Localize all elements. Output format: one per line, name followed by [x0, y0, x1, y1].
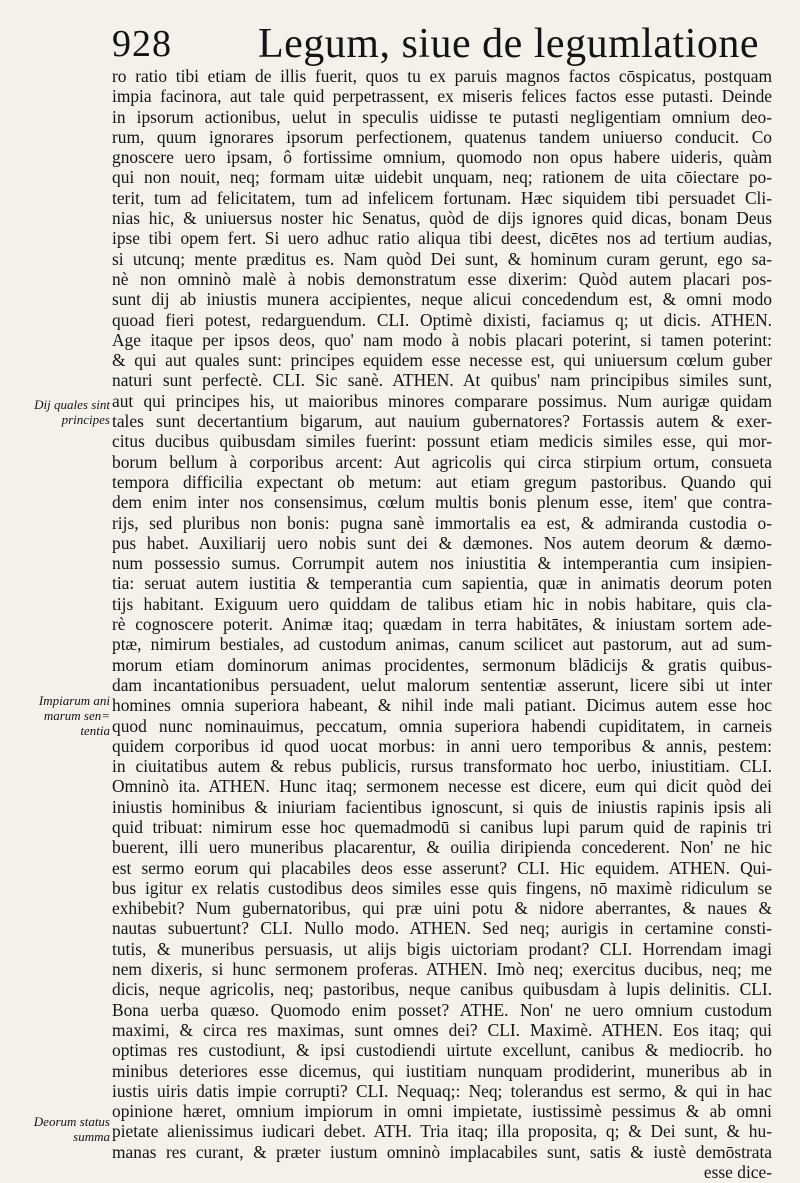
text-line: rijs, sed pluribus non bonis: pugna sanè immortalis ea est, & admiranda custodia o-	[112, 512, 772, 533]
text-line: & qui aut quales sunt: principes equidem esse necesse est, qui uniuersum cœlum guber	[112, 350, 772, 371]
text-line: maximi, & circa res maximas, sunt omnes dei? CLI. Maximè. ATHEN. Eos itaq; qui	[112, 1019, 772, 1040]
text-line: optimas res custodiunt, & ipsi custodiendi uirtute excellunt, canibus & mediocrib. ho	[112, 1040, 772, 1061]
text-line: tales sunt decertantium bigarum, aut nauium gubernatores? Fortassis autem & exer-	[112, 411, 772, 432]
text-line: nè non omninò malè à nobis demonstratum esse dixerim: Quòd autem placari pos-	[112, 268, 772, 289]
text-line: Bona uerba quæso. Quomodo enim posset? ATHE. Non' ne uero omnium custodum	[112, 999, 772, 1020]
text-line: nias hic, & uniuersus noster hic Senatus, quòd de dijs ignores quid dicas, bonam Deus	[112, 208, 772, 229]
text-line: borum bellum à corporibus arcent: Aut agricolis qui circa stirpium ortum, consueta	[112, 451, 772, 472]
text-line: quid tribuat: nimirum esse hoc quemadmodū si canibus lupi parum quid de rapinis tri	[112, 816, 772, 837]
text-line: ipse tibi opem fert. Si uero adhuc ratio aliqua tibi deest, dicētes nos ad tertium audias,	[112, 228, 772, 249]
text-line: sunt dij ab iniustis munera accipientes, neque alicui concedendum est, & omni modo	[112, 289, 772, 310]
text-line: ptæ, nimirum bestiales, ad custodum animas, canum scilicet aut pastorum, aut ad sum-	[112, 634, 772, 655]
text-line: quoad fieri potest, redarguendum. CLI. Optimè dixisti, faciamus q; ut dicis. ATHEN.	[112, 309, 772, 330]
text-line: buerent, illi uero muneribus placarentur, & ouilia diripienda concederent. Non' ne hic	[112, 837, 772, 858]
margin-note-impiarum: Impiarum ani marum sen= tentia	[38, 693, 110, 738]
text-line: opinione hæret, omnium impiorum in omni impietate, iustissimè pessimus & ab omni	[112, 1101, 772, 1122]
text-line: morum etiam dominorum animas procidentes, sermonum blādicijs & gratis quibus-	[112, 654, 772, 675]
text-line: in ciuitatibus autem & rebus publicis, rursus transformato hoc uerbo, iniustitiam. CLI.	[112, 756, 772, 777]
text-line: naturi sunt perfectè. CLI. Sic sanè. ATHEN. At quibus' nam principibus similes sunt,	[112, 370, 772, 391]
text-line: Omninò ita. ATHEN. Hunc itaq; sermonem necesse est dicere, eum qui dicit quòd dei	[112, 776, 772, 797]
text-line: Age itaque per ipsos deos, quo' nam modo à nobis placari poterint, si tamen poterint:	[112, 329, 772, 350]
text-line: citus ducibus quibusdam similes fuerint: possunt etiam medicis similes esse, qui mor-	[112, 431, 772, 452]
text-line: in ipsorum actionibus, uelut in speculis uidisse te putasti negligentiam omnium deo-	[112, 106, 772, 127]
text-line: dem enim inter nos consensimus, cœlum multis bonis plenum esse, item' que contra-	[112, 492, 772, 513]
text-line: ro ratio tibi etiam de illis fuerit, quos tu ex paruis magnos factos cōspicatus, postquam	[112, 66, 772, 86]
text-line: rum, quum ignorares ipsorum perfectionem, quatenus tandem uniuerso conducit. Co	[112, 126, 772, 147]
page-number: 928	[112, 23, 172, 65]
text-line: dicis, neque agricolis, neq; pastoribus, neque canibus quibusdam à lupis delinitis. CLI.	[112, 979, 772, 1000]
bleed-through-text	[20, 812, 110, 838]
margin-note-deorum-status: Deorum status summa	[33, 1114, 110, 1144]
text-line: tutis, & muneribus persuasis, ut alijs bigis uictoriam prodant? CLI. Horrendam imagi	[112, 938, 772, 959]
text-line: gnoscere uero ipsam, ô fortissime omnium, quomodo non opus habere uideris, quàm	[112, 147, 772, 168]
text-line: impia facinora, aut tale quid perpetrassent, ex miseris felices factos esse putasti. Deinde	[112, 86, 772, 107]
text-line: si utcunq; mente præditus es. Nam quòd Dei sunt, & hominum curam gerunt, ego sa-	[112, 248, 772, 269]
text-line: aut qui principes his, ut maioribus minores comparare possimus. Num aurigæ quidam	[112, 390, 772, 411]
text-line: terit, tum ad felicitatem, tum ad infelicem fortunam. Hæc siquidem tibi persuadet Cli-	[112, 187, 772, 208]
main-text-block	[112, 66, 772, 1182]
text-line: tia: seruat autem iustitia & temperantia cum sapientia, quæ in animatis deorum poten	[112, 573, 772, 594]
text-line: exhibebit? Num gubernatoribus, qui præ uini potu & nidore aberrantes, & naues &	[112, 898, 772, 919]
text-line: dam incantationibus persuadent, uelut malorum sententiæ asserunt, licere sibi ut inter	[112, 674, 772, 695]
text-line: num possessio sumus. Corrumpit autem nos iniustitia & intemperantia cum insipien-	[112, 553, 772, 574]
text-line: pietate alienissimus iudicari debet. ATH. Tria itaq; illa proposita, q; & Dei sunt, & hu-	[112, 1121, 772, 1142]
text-line: nem dixeris, si hunc sermonem proferas. ATHEN. Imò neq; exercitus ducibus, neq; me	[112, 959, 772, 980]
page-header	[112, 20, 762, 70]
text-line: quod nunc nominauimus, peccatum, omnia superiora habendi cupiditatem, in carneis	[112, 715, 772, 736]
text-line: nautas subuertunt? CLI. Nullo modo. ATHEN. Sed neq; aurigis in certamine consti-	[112, 918, 772, 939]
text-line: bus igitur ex relatis custodibus deos similes esse quis fingens, nō maximè ridiculum se	[112, 877, 772, 898]
running-head-title: Legum, siue de legumlatione	[258, 21, 760, 67]
text-line: tempora difficilia expectant ob metum: aut etiam gregum pastoribus. Quando qui	[112, 471, 772, 492]
text-line: quidem corporibus id quod uocat morbus: in anni uero temporibus & annis, pestem:	[112, 735, 772, 756]
text-line: homines omnia superiora habeant, & nihil inde mali patiant. Dicimus autem esse hoc	[112, 695, 772, 716]
text-line: qui non nouit, neq; formam uitæ uidebit unquam, neq; rationem de uita cōiectare po-	[112, 167, 772, 188]
text-line: manas res curant, & præter iustum omninò implacabiles sunt, satis & iustè demōstrata	[112, 1141, 772, 1162]
text-line-catchword: esse dice-	[703, 1162, 772, 1183]
text-line: tijs habitant. Exiguum uero quiddam de talibus etiam hic in nobis habitare, quis cla-	[112, 593, 772, 614]
text-line: minibus deteriores esse dicemus, qui iustitiam nunquam prodiderint, muneribus ab in	[112, 1060, 772, 1081]
text-line: iustis uiris datis impie corrupti? CLI. Nequaq;: Neq; tolerandus est sermo, & qui in hac	[112, 1080, 772, 1101]
text-line: est sermo eorum qui placabiles deos esse asserunt? CLI. Hic equidem. ATHEN. Qui-	[112, 857, 772, 878]
text-line: pus habet. Auxiliarij uero nobis sunt dei & dæmones. Nos autem deorum & dæmo-	[112, 532, 772, 553]
text-line: iniustis hominibus & iniuriam facientibus ignoscunt, si quis de iniustis rapinis ipsis ali	[112, 796, 772, 817]
margin-note-dij-quales: Dij quales sint principes	[34, 397, 110, 427]
text-line: rè cognoscere poterit. Animæ itaq; quædam in terra habitātes, & iniustam sortem ade-	[112, 614, 772, 635]
